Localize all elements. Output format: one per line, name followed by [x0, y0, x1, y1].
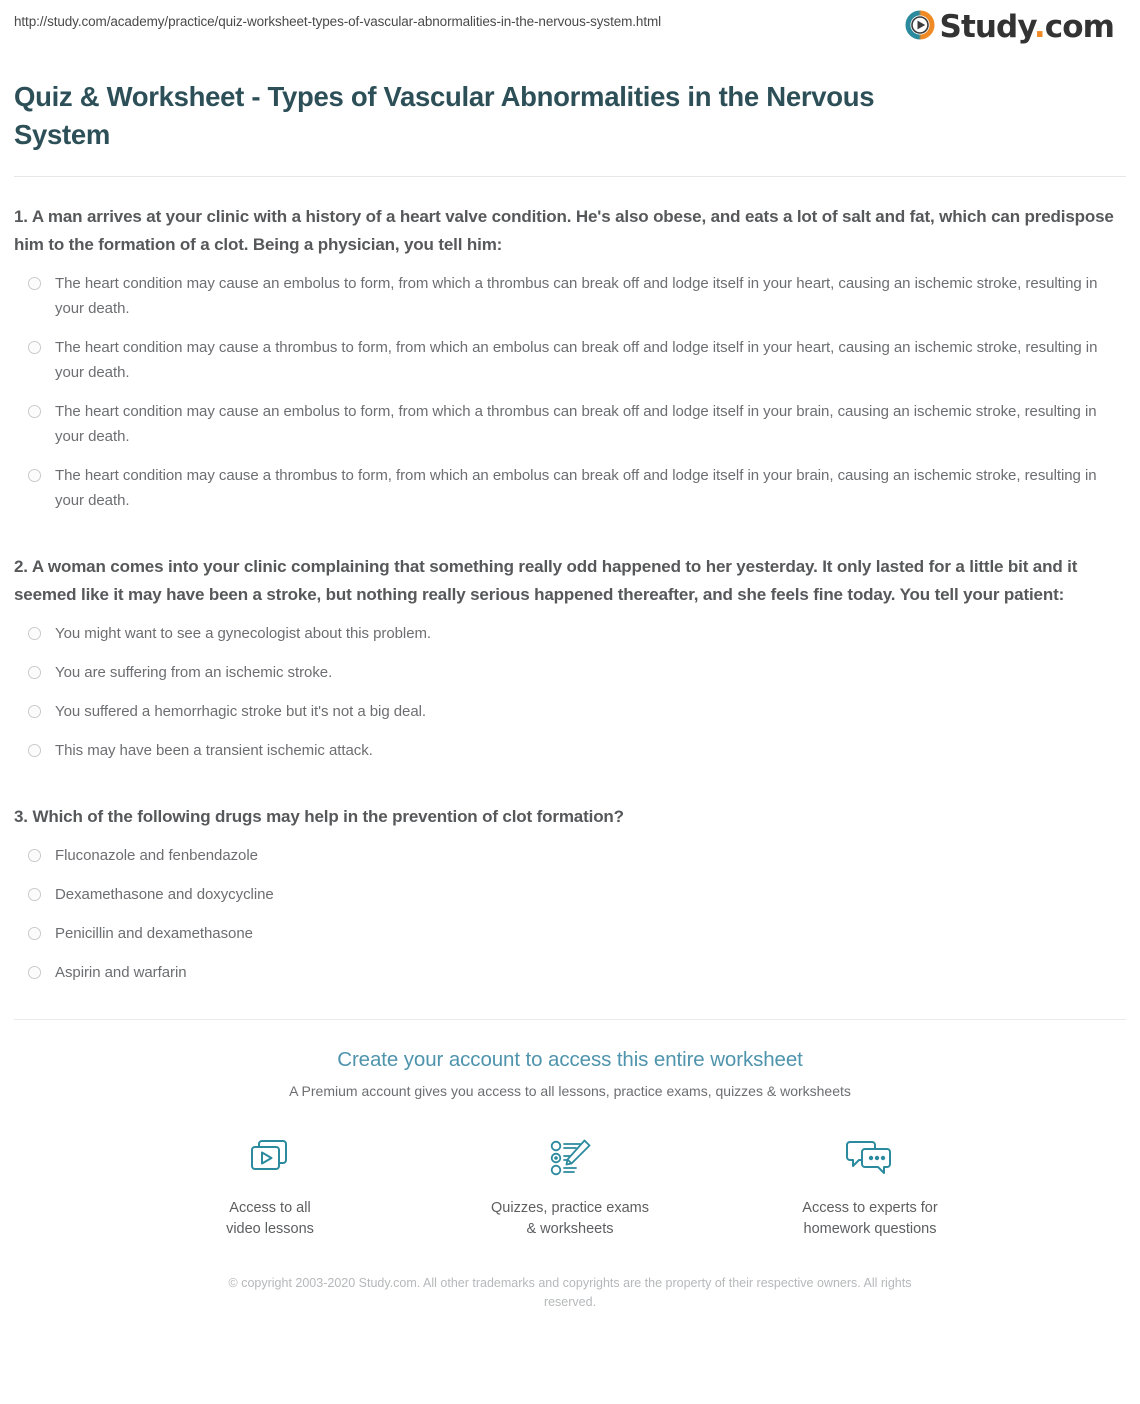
- radio-button-icon[interactable]: [28, 469, 41, 482]
- question-3-text: 3. Which of the following drugs may help in the prevention of clot formation?: [14, 807, 624, 826]
- feature-list: [14, 1131, 1126, 1240]
- radio-button-icon[interactable]: [28, 744, 41, 757]
- option-row[interactable]: [14, 271, 1126, 321]
- option-label: The heart condition may cause an embolus to form, from which a thrombus can break off and lodge itself in your brain, causing an ischemic stroke, resulting in your death.: [55, 403, 1097, 445]
- option-label: You are suffering from an ischemic stroke.: [55, 664, 333, 681]
- radio-button-icon[interactable]: [28, 666, 41, 679]
- title-divider: [14, 176, 1126, 177]
- option-row[interactable]: [14, 660, 1126, 685]
- feature-video-lessons: [190, 1131, 350, 1240]
- option-label: Aspirin and warfarin: [55, 964, 187, 981]
- logo-wordmark: [939, 9, 1114, 45]
- feature-caption-line2: homework questions: [803, 1221, 937, 1237]
- signup-cta: [14, 1020, 1126, 1312]
- option-row[interactable]: [14, 621, 1126, 646]
- radio-button-icon[interactable]: [28, 627, 41, 640]
- logo-word-study: Study: [939, 9, 1034, 45]
- copyright-text: © copyright 2003-2020 Study.com. All other trademarks and copyrights are the property of their respective owners. All rights reserved.: [228, 1276, 912, 1309]
- video-lessons-icon: [190, 1131, 350, 1187]
- feature-caption-line2: & worksheets: [526, 1221, 614, 1237]
- cta-headline[interactable]: Create your account to access this entire worksheet: [337, 1048, 803, 1071]
- option-label: Dexamethasone and doxycycline: [55, 886, 274, 903]
- radio-button-icon[interactable]: [28, 849, 41, 862]
- feature-caption-line1: Access to all: [229, 1200, 311, 1216]
- option-label: You might want to see a gynecologist about this problem.: [55, 625, 432, 642]
- question-1-text: 1. A man arrives at your clinic with a history of a heart valve condition. He's also obese, and eats a lot of salt and fat, which can predispose him to the formation of a clot. Being a physician, you tell him:: [14, 207, 1114, 254]
- feature-caption: [490, 1198, 650, 1240]
- radio-button-icon[interactable]: [28, 277, 41, 290]
- option-row[interactable]: [14, 463, 1126, 513]
- option-row[interactable]: [14, 738, 1126, 763]
- option-row[interactable]: [14, 335, 1126, 385]
- study-com-logo[interactable]: [905, 10, 1114, 45]
- option-label: The heart condition may cause a thrombus to form, from which an embolus can break off and lodge itself in your heart, causing an ischemic stroke, resulting in your death.: [55, 339, 1098, 381]
- option-row[interactable]: [14, 843, 1126, 868]
- feature-caption-line2: video lessons: [226, 1221, 314, 1237]
- question-2-options: [14, 621, 1126, 763]
- cta-subtitle: A Premium account gives you access to all lessons, practice exams, quizzes & worksheets: [289, 1083, 851, 1099]
- feature-caption-line1: Access to experts for: [802, 1200, 938, 1216]
- radio-button-icon[interactable]: [28, 966, 41, 979]
- question-3: [14, 803, 1126, 985]
- option-row[interactable]: [14, 960, 1126, 985]
- option-label: Penicillin and dexamethasone: [55, 925, 253, 942]
- option-label: Fluconazole and fenbendazole: [55, 847, 258, 864]
- option-label: This may have been a transient ischemic attack.: [55, 742, 373, 759]
- feature-expert-help: [790, 1131, 950, 1240]
- question-2: [14, 553, 1126, 763]
- quiz-checklist-pencil-icon: [490, 1131, 650, 1187]
- page-title: Quiz & Worksheet - Types of Vascular Abnormalities in the Nervous System: [14, 81, 875, 150]
- questions-list: [14, 203, 1126, 985]
- page-url: http://study.com/academy/practice/quiz-worksheet-types-of-vascular-abnormalities-in-the-nervous-system.html: [14, 14, 662, 29]
- chat-bubbles-icon: [790, 1131, 950, 1187]
- logo-word-com: com: [1044, 9, 1114, 45]
- feature-caption: [190, 1198, 350, 1240]
- play-circle-icon: [905, 10, 935, 45]
- option-row[interactable]: [14, 921, 1126, 946]
- feature-caption-line1: Quizzes, practice exams: [491, 1200, 649, 1216]
- question-1: [14, 203, 1126, 513]
- radio-button-icon[interactable]: [28, 405, 41, 418]
- logo-dot: .: [1033, 9, 1045, 45]
- option-label: The heart condition may cause an embolus to form, from which a thrombus can break off and lodge itself in your heart, causing an ischemic stroke, resulting in your death.: [55, 275, 1098, 317]
- question-2-text: 2. A woman comes into your clinic complaining that something really odd happened to her yesterday. It only lasted for a little bit and it seemed like it may have been a stroke, but nothing really serious happened thereafter, and she feels fine today. You tell your patient:: [14, 557, 1078, 604]
- feature-quizzes-worksheets: [490, 1131, 650, 1240]
- radio-button-icon[interactable]: [28, 888, 41, 901]
- option-row[interactable]: [14, 699, 1126, 724]
- option-label: The heart condition may cause a thrombus to form, from which an embolus can break off and lodge itself in your brain, causing an ischemic stroke, resulting in your death.: [55, 467, 1097, 509]
- option-row[interactable]: [14, 399, 1126, 449]
- question-3-options: [14, 843, 1126, 985]
- radio-button-icon[interactable]: [28, 705, 41, 718]
- question-1-options: [14, 271, 1126, 513]
- option-row[interactable]: [14, 882, 1126, 907]
- radio-button-icon[interactable]: [28, 341, 41, 354]
- feature-caption: [790, 1198, 950, 1240]
- radio-button-icon[interactable]: [28, 927, 41, 940]
- option-label: You suffered a hemorrhagic stroke but it's not a big deal.: [55, 703, 427, 720]
- print-header: [14, 0, 1126, 52]
